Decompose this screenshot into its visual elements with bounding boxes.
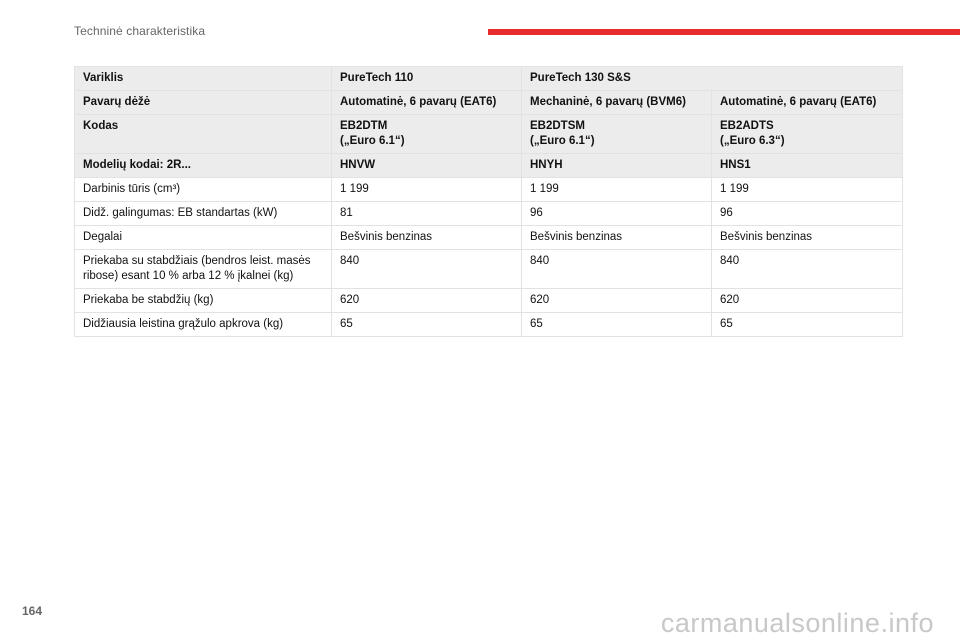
table-cell: 620: [332, 289, 522, 313]
table-cell: 65: [712, 313, 903, 337]
table-cell: Bešvinis benzinas: [332, 226, 522, 250]
table-row: [75, 289, 903, 313]
specifications-table: [74, 66, 903, 337]
table-cell: 96: [712, 202, 903, 226]
table-cell: Kodas: [75, 115, 332, 154]
table-cell: PureTech 130 S&S: [522, 67, 903, 91]
table-cell: 1 199: [522, 178, 712, 202]
table-row: [75, 250, 903, 289]
table-cell: 840: [522, 250, 712, 289]
table-cell: HNVW: [332, 154, 522, 178]
table-row: [75, 115, 903, 154]
table-cell: 96: [522, 202, 712, 226]
table-cell: 1 199: [332, 178, 522, 202]
table-cell: 65: [332, 313, 522, 337]
watermark: carmanualsonline.info: [660, 608, 934, 638]
table-cell: 620: [712, 289, 903, 313]
table-cell: Mechaninė, 6 pavarų (BVM6): [522, 91, 712, 115]
table-cell: Priekaba su stabdžiais (bendros leist. masės ribose) esant 10 % arba 12 % įkalnei (kg): [75, 250, 332, 289]
table-cell: 65: [522, 313, 712, 337]
table-cell: Automatinė, 6 pavarų (EAT6): [712, 91, 903, 115]
table-cell: Priekaba be stabdžių (kg): [75, 289, 332, 313]
table-cell: Modelių kodai: 2R...: [75, 154, 332, 178]
table-cell: Bešvinis benzinas: [522, 226, 712, 250]
table-row: [75, 67, 903, 91]
table-row: [75, 202, 903, 226]
table-cell: Automatinė, 6 pavarų (EAT6): [332, 91, 522, 115]
table-cell: EB2ADTS („Euro 6.3“): [712, 115, 903, 154]
table-cell: 81: [332, 202, 522, 226]
table-cell: 840: [332, 250, 522, 289]
table-cell: 620: [522, 289, 712, 313]
table-cell: PureTech 110: [332, 67, 522, 91]
section-title: Techninė charakteristika: [74, 24, 206, 38]
table-cell: HNS1: [712, 154, 903, 178]
table-row: [75, 91, 903, 115]
page-number: 164: [22, 604, 43, 618]
table-cell: Didž. galingumas: EB standartas (kW): [75, 202, 332, 226]
table-row: [75, 226, 903, 250]
table-cell: EB2DTSM („Euro 6.1“): [522, 115, 712, 154]
table-cell: Variklis: [75, 67, 332, 91]
table-cell: Bešvinis benzinas: [712, 226, 903, 250]
table-cell: 840: [712, 250, 903, 289]
table-cell: Didžiausia leistina grąžulo apkrova (kg): [75, 313, 332, 337]
table-cell: 1 199: [712, 178, 903, 202]
header-accent-bar: [488, 29, 960, 35]
table-cell: Pavarų dėžė: [75, 91, 332, 115]
table-cell: EB2DTM („Euro 6.1“): [332, 115, 522, 154]
table-cell: HNYH: [522, 154, 712, 178]
table-row: [75, 313, 903, 337]
table-cell: Degalai: [75, 226, 332, 250]
table-row: [75, 154, 903, 178]
table-cell: Darbinis tūris (cm³): [75, 178, 332, 202]
table-row: [75, 178, 903, 202]
